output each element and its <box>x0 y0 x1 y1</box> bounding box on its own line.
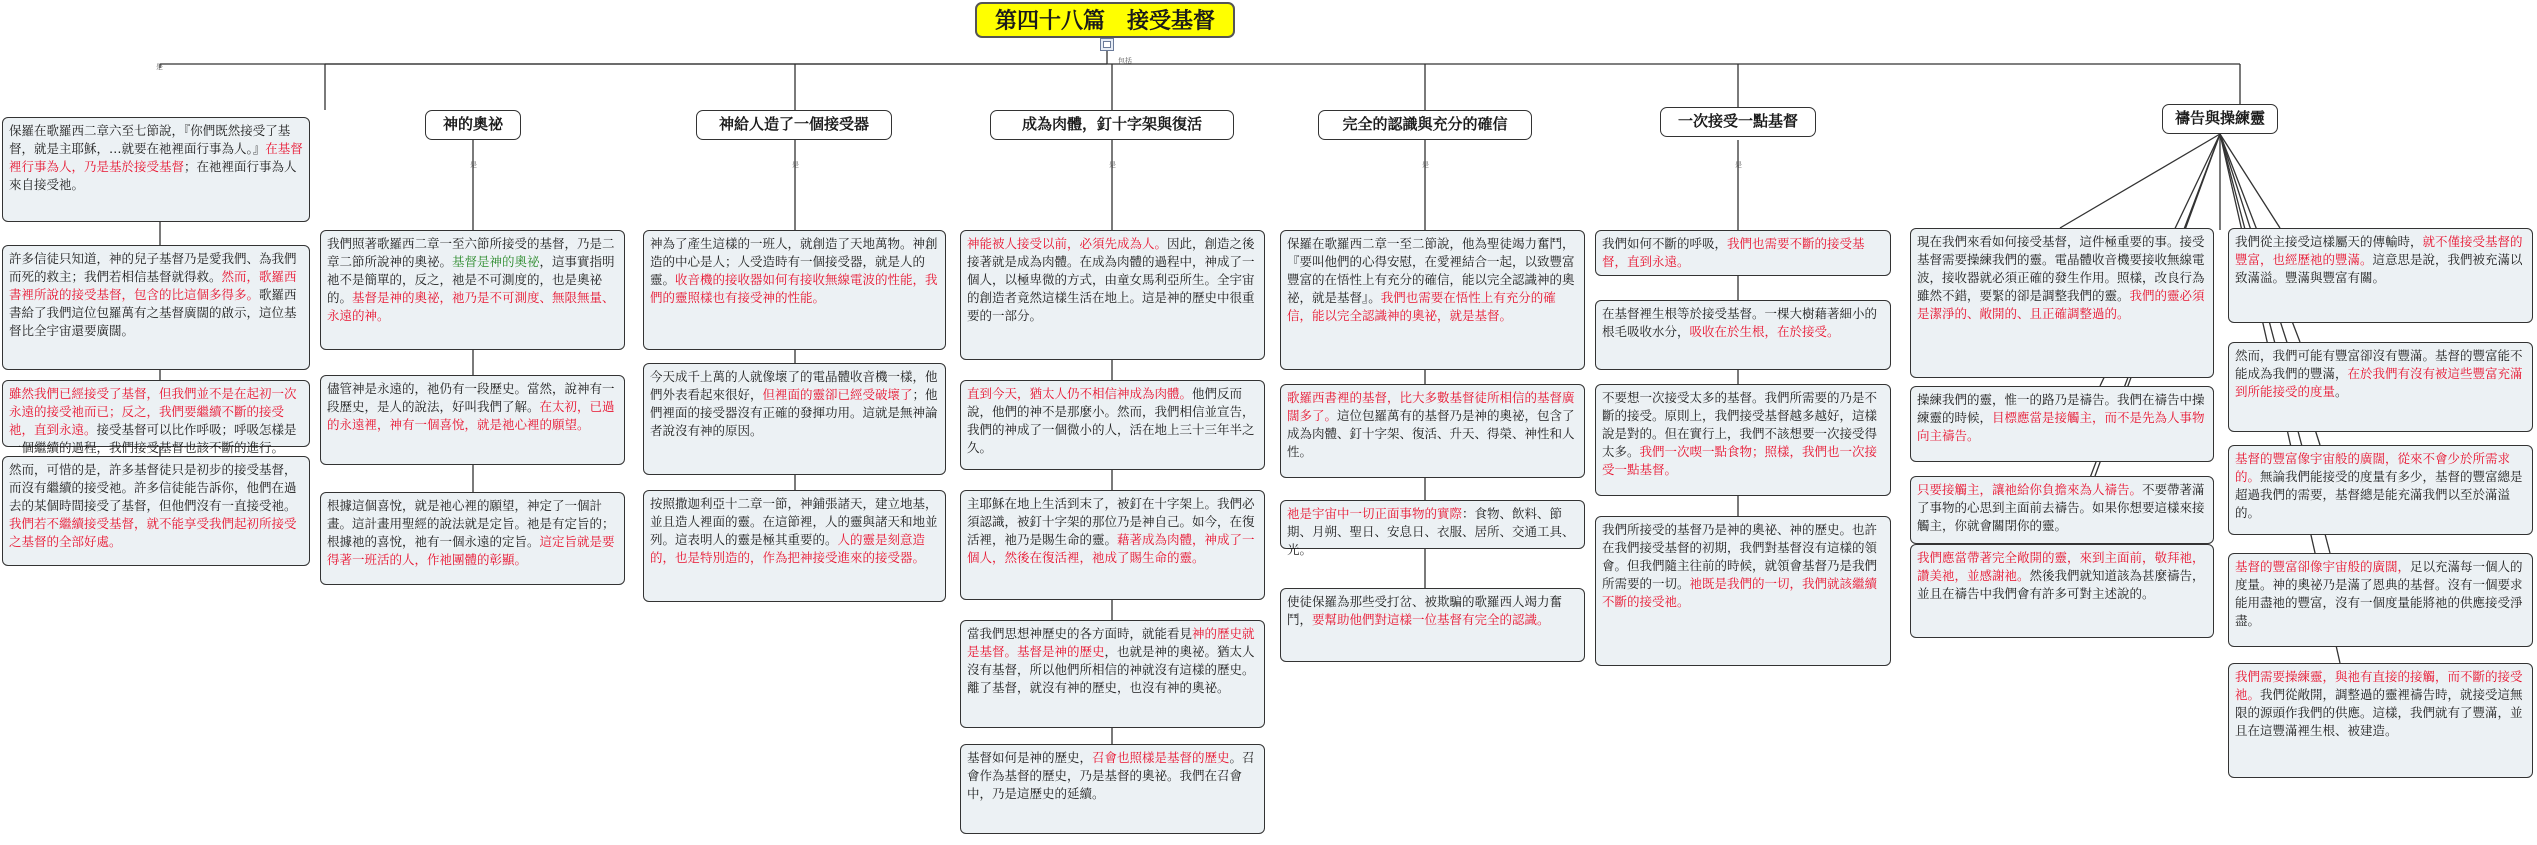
mystery-note-1 <box>320 230 625 350</box>
branch-title-receiver: 神給人造了一個接受器 <box>696 110 892 140</box>
note-text: 但裡面的靈卻已經受破壞了 <box>762 387 913 402</box>
incarnation-note-1 <box>960 230 1265 360</box>
note-text: 祂既是我們的一切，我們就該繼續不斷的接受祂。 <box>1602 576 1878 609</box>
caption-sub: 是 <box>470 161 477 169</box>
note-text: 神為了產生這樣的一班人，就創造了天地萬物。神創造的中心是人；人受造時有一個接受器，就是人的靈。 <box>650 236 938 287</box>
incarnation-note-4 <box>960 620 1265 728</box>
side-note-4 <box>2228 553 2533 647</box>
note-text: 我們照著歌羅西二章一至六節所接受的基督，乃是二章二節所說神的奧祕。 <box>327 236 615 269</box>
note-text: 使徒保羅為那些受打岔、被欺騙的歌羅西人竭力奮鬥， <box>1287 594 1563 627</box>
branch-title-receive-little: 一次接受一點基督 <box>1660 107 1816 137</box>
note-text: 歌羅西書給了我們這位包羅萬有之基督廣闊的啟示，這位基督比全宇宙還要廣闊。 <box>9 287 297 338</box>
note-text: 神的歷史就是基督。基督是神的歷史 <box>967 626 1255 659</box>
intro-note-3 <box>2 380 310 455</box>
note-text: 保羅在歌羅西二章六至七節說，『你們既然接受了基督，就是主耶穌，…就要在祂裡面行事為人。』 <box>9 123 291 156</box>
note-text: 保羅在歌羅西二章一至二節說，他為聖徒竭力奮鬥，『要叫他們的心得安慰，在愛裡結合一起，以致豐富豐富的在悟性上有充分的確信，能以完全認識神的奧祕，就是基督』。 <box>1287 236 1575 305</box>
note-text: 不要想一次接受太多的基督。我們所需要的乃是不斷的接受。原則上，我們接受基督越多越好，這樣說是對的。但在實行上，我們不該想要一次接受得太多。 <box>1602 390 1878 459</box>
caption-includes: 包括 <box>1118 57 1132 65</box>
branch-title-mystery: 神的奧祕 <box>425 110 521 140</box>
receiver-note-1 <box>643 230 946 350</box>
note-text: 。 <box>2335 384 2348 399</box>
note-text: 我們的靈必須是潔淨的、敞開的、且正確調整過的。 <box>1917 288 2205 321</box>
note-text: 我們如何不斷的呼吸， <box>1602 236 1728 251</box>
note-text: 然而，可惜的是，許多基督徒只是初步的接受基督，而沒有繼續的接受祂。許多信徒能告訴你，他們在過去的某個時間接受了基督，但他們沒有一直接受祂。 <box>9 462 297 513</box>
note-text: 我們從主接受這樣屬天的傳輸時， <box>2235 234 2423 249</box>
branch-title-incarnation: 成為肉體，釘十字架與復活 <box>990 110 1234 140</box>
note-text: 在基督裡行事為人，乃是基於接受基督 <box>9 141 303 174</box>
knowledge-note-2 <box>1280 384 1585 478</box>
little-note-1 <box>1595 230 1891 276</box>
note-icon <box>1100 38 1114 51</box>
note-text: 我們所接受的基督乃是神的奧祕、神的歷史。也許在我們接受基督的初期，我們對基督沒有這樣的領會。但我們隨主往前的時候，就領會基督乃是我們所需要的一切。 <box>1602 522 1878 591</box>
note-text: 我們也需要不斷的接受基督，直到永遠。 <box>1602 236 1865 269</box>
incarnation-note-5 <box>960 744 1265 834</box>
note-text: 這定旨就是要得著一班活的人，作祂團體的彰顯。 <box>327 534 615 567</box>
note-text: 根據這個喜悅，就是祂心裡的願望，神定了一個計畫。這計畫用聖經的說法就是定旨。祂是有定旨的；根據祂的喜悅，祂有一個永遠的定旨。 <box>327 498 615 549</box>
note-text: 要幫助他們對這樣一位基督有完全的認識。 <box>1312 612 1550 627</box>
note-text: 。召會作為基督的歷史，乃是基督的奧祕。我們在召會中，乃是這歷史的延續。 <box>967 750 1255 801</box>
prayer-note-1 <box>1910 228 2214 378</box>
prayer-note-3 <box>1910 476 2214 544</box>
note-text: 人的靈是刻意造的，也是特別造的，作為把神接受進來的接受器。 <box>650 532 926 565</box>
side-note-5 <box>2228 663 2533 778</box>
little-note-3 <box>1595 384 1891 496</box>
branch-title-prayer: 禱告與操練靈 <box>2162 104 2278 134</box>
note-text: 就不僅接受基督的豐富，也經歷祂的豐滿。 <box>2235 234 2523 267</box>
note-text: 召會也照樣是基督的歷史 <box>1092 750 1230 765</box>
note-text: 我們一次喫一點食物；照樣，我們也一次接受一點基督。 <box>1602 444 1878 477</box>
intro-note-4 <box>2 456 310 566</box>
note-text: 在太初，已過的永遠裡，神有一個喜悅，就是祂心裡的願望。 <box>327 399 615 432</box>
note-text: 基督如何是神的歷史， <box>967 750 1093 765</box>
mystery-note-2 <box>320 375 625 465</box>
note-text: 這位包羅萬有的基督乃是神的奧祕，包含了成為肉體、釘十字架、復活、升天、得榮、神性和人性。 <box>1287 408 1575 459</box>
intro-note-1 <box>2 117 310 222</box>
note-text: 雖然我們已經接受了基督，但我們並不是在起初一次永遠的接受祂而已；反之，我們要繼續不斷的接受祂，直到永遠。 <box>9 386 297 437</box>
note-text: 在基督裡生根等於接受基督。一棵大樹藉著細小的根毛吸收水分， <box>1602 306 1878 339</box>
note-text: 他們反而說，他們的神不是那麼小。然而，我們相信並宣告，我們的神成了一個微小的人，活在地上三十三年半之久。 <box>967 386 1255 455</box>
note-text: 許多信徒只知道，神的兒子基督乃是愛我們、為我們而死的救主；我們若相信基督就得救。 <box>9 251 297 284</box>
note-text: 收音機的接收器如何有接收無線電波的性能，我們的靈照樣也有接受神的性能。 <box>650 272 938 305</box>
note-text: ，也就是神的奧祕。猶太人沒有基督，所以他們所相信的神就沒有這樣的歷史。離了基督，就沒有神的歷史，也沒有神的奧祕。 <box>967 644 1255 695</box>
note-text: 然而，我們可能有豐富卻沒有豐滿。基督的豐富能不能成為我們的豐滿， <box>2235 348 2523 381</box>
knowledge-note-1 <box>1280 230 1585 370</box>
note-text: 歌羅西書裡的基督，比大多數基督徒所相信的基督廣闊多了。 <box>1287 390 1575 423</box>
note-text: 我們若不繼續接受基督，就不能享受我們起初所接受之基督的全部好處。 <box>9 516 297 549</box>
receiver-note-2 <box>643 363 946 475</box>
note-text: 只要接觸主，讓祂給你負擔來為人禱告。 <box>1917 482 2143 497</box>
prayer-note-2 <box>1910 386 2214 462</box>
note-text: 吸收在於生根，在於接受。 <box>1689 324 1840 339</box>
note-text: 我們從敞開，調整過的靈裡禱告時，就接受這無限的源頭作我們的供應。這樣，我們就有了豐滿，並且在這豐滿裡生根、被建造。 <box>2235 687 2523 738</box>
note-text: 藉著成為肉體，神成了一個人，然後在復活裡，祂成了賜生命的靈。 <box>967 532 1255 565</box>
incarnation-note-2 <box>960 380 1265 470</box>
note-text: 不要帶著滿了事物的心思到主面前去禱告。如果你想要這樣來接觸主，你就會關閉你的靈。 <box>1917 482 2205 533</box>
receiver-note-3 <box>643 490 946 602</box>
note-text: ；他們裡面的接受器沒有正確的發揮功用。這就是無神論者說沒有神的原因。 <box>650 387 938 438</box>
note-text: 目標應當是接觸主，而不是先為人事物向主禱告。 <box>1917 410 2205 443</box>
note-text: 然後我們就知道該為甚麼禱告，並且在禱告中我們會有許多可對主述說的。 <box>1917 568 2205 601</box>
note-text: 基督是神的奧祕，祂乃是不可測度、無限無量、永遠的神。 <box>327 290 615 323</box>
note-text: 足以充滿每一個人的度量。神的奧祕乃是滿了恩典的基督。沒有一個要求能用盡祂的豐富，沒有一個度量能將祂的供應接受淨盡。 <box>2235 559 2523 628</box>
note-text: 按照撒迦利亞十二章一節，神鋪張諸天，建立地基，並且造人裡面的靈。在這節裡，人的靈與諸天和地並列。這表明人的靈是極其重要的。 <box>650 496 938 547</box>
branch-title-full-knowledge: 完全的認識與充分的確信 <box>1318 110 1532 140</box>
note-text: 今天成千上萬的人就像壞了的電晶體收音機一樣，他們外表看起來很好， <box>650 369 938 402</box>
mystery-note-3 <box>320 492 625 585</box>
prayer-note-4 <box>1910 544 2214 638</box>
note-text: 祂是宇宙中一切正面事物的實際 <box>1287 506 1463 521</box>
little-note-2 <box>1595 300 1891 370</box>
note-text: 基督是神的奧祕 <box>452 254 540 269</box>
note-text: 主耶穌在地上生活到末了，被釘在十字架上。我們必須認識，被釘十字架的那位乃是神自己。如今，在復活裡，祂乃是賜生命的靈。 <box>967 496 1255 547</box>
note-text: 因此，創造之後接著就是成為肉體。在成為肉體的過程中，神成了一個人，以極卑微的方式，由童女馬利亞所生。全宇宙的創造者竟然這樣生活在地上。這是神的歷史中很重要的一部分。 <box>967 236 1255 323</box>
note-text: 基督的豐富卻像宇宙般的廣闊， <box>2235 559 2411 574</box>
caption-sub: 是 <box>792 161 799 169</box>
side-note-2 <box>2228 342 2533 432</box>
root-title: 第四十八篇 接受基督 <box>975 2 1235 38</box>
little-note-4 <box>1595 516 1891 666</box>
side-note-3 <box>2228 445 2533 535</box>
note-text: 接受基督可以比作呼吸；呼吸怎樣是一個繼續的過程，我們接受基督也該不斷的進行。 <box>9 422 297 455</box>
note-text: 神能被人接受以前，必須先成為人。 <box>967 236 1168 251</box>
caption-is: 是 <box>156 63 163 71</box>
knowledge-note-4 <box>1280 588 1585 662</box>
incarnation-note-3 <box>960 490 1265 600</box>
caption-sub: 是 <box>1735 161 1742 169</box>
note-text: 在於我們有沒有被這些豐富充滿到所能接受的度量 <box>2235 366 2523 399</box>
note-text: ：食物、飲料、節期、月朔、聖日、安息日、衣服、居所、交通工具、光。 <box>1287 506 1575 557</box>
caption-sub: 是 <box>1109 161 1116 169</box>
note-text: 操練我們的靈，惟一的路乃是禱告。我們在禱告中操練靈的時候， <box>1917 392 2205 425</box>
intro-note-2 <box>2 245 310 370</box>
knowledge-note-3 <box>1280 500 1585 557</box>
note-text: ；在祂裡面行事為人來自接受祂。 <box>9 159 297 192</box>
note-text: 儘管神是永遠的，祂仍有一段歷史。當然，說神有一段歷史，是人的說法，好叫我們了解。 <box>327 381 615 414</box>
caption-sub: 是 <box>1422 161 1429 169</box>
note-text: 當我們思想神歷史的各方面時，就能看見 <box>967 626 1193 641</box>
note-text: 基督的豐富像宇宙般的廣闊，從來不會少於所需求的。 <box>2235 451 2511 484</box>
note-text: 這意思是說，我們被充滿以致滿溢。豐滿與豐富有關。 <box>2235 252 2523 285</box>
note-text: 然而，歌羅西書裡所說的接受基督，包含的比這個多得多。 <box>9 269 297 302</box>
note-text: ，這事實指明祂不是簡單的，反之，祂是不可測度的，也是奧祕的。 <box>327 254 615 305</box>
note-text: 無論我們能接受的度量有多少，基督的豐富總是超過我們的需要，基督總是能充滿我們以至於滿溢的。 <box>2235 469 2523 520</box>
note-text: 我們應當帶著完全敞開的靈，來到主面前，敬拜祂，讚美祂，並感謝祂。 <box>1917 550 2205 583</box>
note-text: 我們需要操練靈，與祂有直接的接觸，而不斷的接受祂。 <box>2235 669 2523 702</box>
note-text: 現在我們來看如何接受基督，這件極重要的事。接受基督需要操練我們的靈。電晶體收音機要接收無線電波，接收器就必須正確的發生作用。照樣，改良行為雖然不錯，要緊的卻是調整我們的靈。 <box>1917 234 2205 303</box>
note-text: 我們也需要在悟性上有充分的確信，能以完全認識神的奧祕，就是基督。 <box>1287 290 1556 323</box>
side-note-1 <box>2228 228 2533 323</box>
note-text: 直到今天，猶太人仍不相信神成為肉體。 <box>967 386 1193 401</box>
